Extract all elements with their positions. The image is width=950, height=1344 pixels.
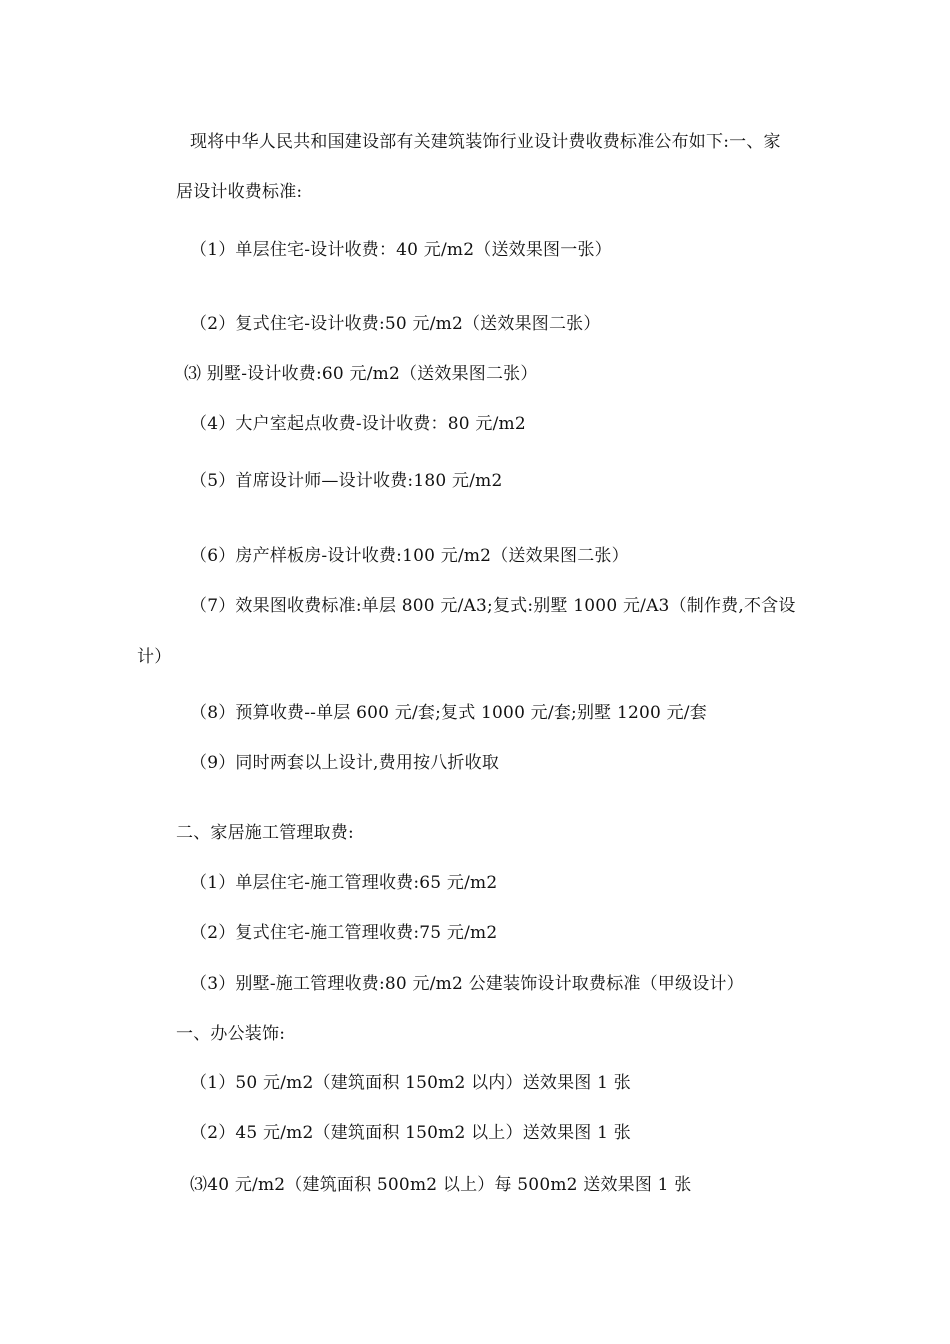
home-design-item-1: （1）单层住宅-设计收费：40 元/m2（送效果图一张） xyxy=(190,240,612,260)
intro-line-1: 现将中华人民共和国建设部有关建筑装饰行业设计费收费标准公布如下:一、家 xyxy=(190,132,781,152)
home-design-item-2: （2）复式住宅-设计收费:50 元/m2（送效果图二张） xyxy=(190,314,601,334)
section-construction-heading: 二、家居施工管理取费: xyxy=(176,823,354,843)
home-design-item-9: （9）同时两套以上设计,费用按八折收取 xyxy=(190,753,500,773)
office-item-1: （1）50 元/m2（建筑面积 150m2 以内）送效果图 1 张 xyxy=(190,1073,631,1093)
home-design-item-8: （8）预算收费--单层 600 元/套;复式 1000 元/套;别墅 1200 元/套 xyxy=(190,703,707,723)
home-design-item-4: （4）大户室起点收费-设计收费：80 元/m2 xyxy=(190,414,526,434)
office-item-2: （2）45 元/m2（建筑面积 150m2 以上）送效果图 1 张 xyxy=(190,1123,631,1143)
construction-item-2: （2）复式住宅-施工管理收费:75 元/m2 xyxy=(190,923,498,943)
home-design-item-7: （7）效果图收费标准:单层 800 元/A3;复式:别墅 1000 元/A3（制作费,不含设 xyxy=(190,596,796,616)
home-design-item-7-cont: 计） xyxy=(137,647,172,667)
home-design-item-5: （5）首席设计师—设计收费:180 元/m2 xyxy=(190,471,503,491)
construction-item-3: （3）别墅-施工管理收费:80 元/m2 公建装饰设计取费标准（甲级设计） xyxy=(190,974,744,994)
office-item-3: ⑶40 元/m2（建筑面积 500m2 以上）每 500m2 送效果图 1 张 xyxy=(190,1175,692,1195)
construction-item-1: （1）单层住宅-施工管理收费:65 元/m2 xyxy=(190,873,498,893)
section-office-heading: 一、办公装饰: xyxy=(176,1024,286,1044)
home-design-item-6: （6）房产样板房-设计收费:100 元/m2（送效果图二张） xyxy=(190,546,629,566)
intro-line-2: 居设计收费标准: xyxy=(176,182,303,202)
home-design-item-3: ⑶ 别墅-设计收费:60 元/m2（送效果图二张） xyxy=(184,364,538,384)
